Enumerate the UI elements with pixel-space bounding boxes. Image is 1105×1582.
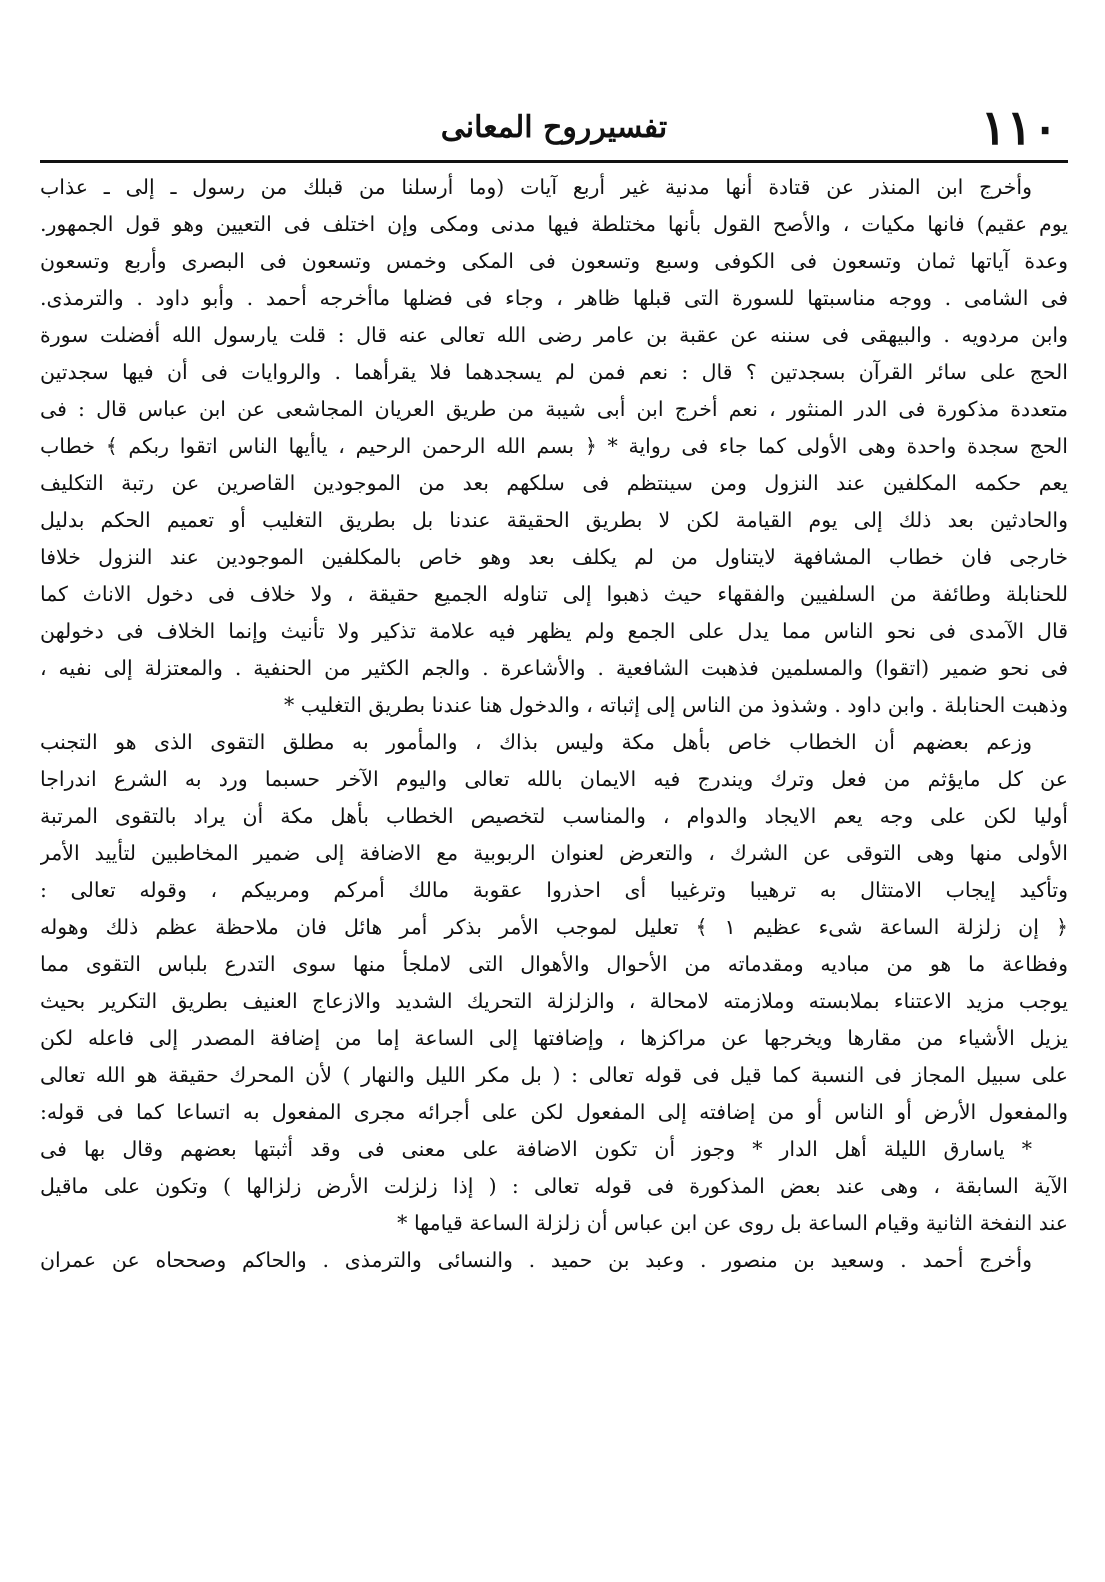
text-line: الأولى منها وهى التوقى عن الشرك ، والتعرض لعنوان الربوبية مع الاضافة إلى ضمير المخاطبين لتأييد الأمر bbox=[40, 841, 1068, 865]
text-line: فى الشامى . ووجه مناسبتها للسورة التى قبلها ظاهر ، وجاء فى فضلها ماأخرجه أحمد . وأبو داود . والترمذى. bbox=[40, 286, 1068, 310]
text-line: يوم عقيم) فانها مكيات ، والأصح القول بأنها مختلطة فيها مدنى ومكى وإن اختلف فى التعيين وهو قول الجمهور. bbox=[40, 212, 1068, 236]
text-line: الحج سجدة واحدة وهى الأولى كما جاء فى رواية * ﴿ بسم الله الرحمن الرحيم ، ياأيها الناس اتقوا ربكم ﴾ خطاب bbox=[40, 434, 1068, 458]
text-line: خارجى فان خطاب المشافهة لايتناول من لم يكلف بعد وهو خاص بالمكلفين الموجودين عند النزول خلافا bbox=[40, 545, 1068, 569]
text-line: وذهبت الحنابلة . وابن داود . وشذوذ من الناس إلى إثباته ، والدخول هنا عندنا بطريق التغليب * bbox=[284, 693, 1068, 717]
text-line: الحج على سائر القرآن بسجدتين ؟ قال : نعم فمن لم يسجدهما فلا يقرأهما . والروايات فى أن فيها سجدتين bbox=[40, 360, 1068, 384]
text-line: وزعم بعضهم أن الخطاب خاص بأهل مكة وليس بذاك ، والمأمور به مطلق التقوى الذى هو التجنب bbox=[40, 730, 1032, 754]
text-line: عند النفخة الثانية وقيام الساعة بل روى عن ابن عباس أن زلزلة الساعة قيامها * bbox=[397, 1211, 1068, 1235]
page-header bbox=[40, 100, 1068, 163]
text-line: * ياسارق الليلة أهل الدار * وجوز أن تكون الاضافة على معنى فى وقد أثبتها بعضهم وقال بها فى bbox=[40, 1137, 1032, 1161]
text-line: عن كل مايؤثم من فعل وترك ويندرج فيه الايمان بالله تعالى واليوم الآخر حسبما ورد به الشرع اندراجا bbox=[40, 767, 1068, 791]
text-line: على سبيل المجاز فى النسبة كما قيل فى قوله تعالى : ( بل مكر الليل والنهار ) لأن المحرك حقيقة هو الله تعالى bbox=[40, 1063, 1068, 1087]
text-line: والمفعول الأرض أو الناس أو من إضافته إلى المفعول لكن على أجرائه مجرى المفعول به اتساعا كما فى قوله: bbox=[40, 1100, 1068, 1124]
text-line: ﴿ إن زلزلة الساعة شىء عظيم ١ ﴾ تعليل لموجب الأمر بذكر أمر هائل فان ملاحظة عظم ذلك وهوله bbox=[40, 915, 1068, 939]
text-line: للحنابلة وطائفة من السلفيين والفقهاء حيث ذهبوا إلى تناوله الجميع حقيقة ، ولا خلاف فى دخول الاناث كما bbox=[40, 582, 1068, 606]
text-line: متعددة مذكورة فى الدر المنثور ، نعم أخرج ابن أبى شيبة من طريق العريان المجاشعى عن ابن عباس قال : فى bbox=[40, 397, 1068, 421]
text-line: وتأكيد إيجاب الامتثال به ترهيبا وترغيبا أى احذروا عقوبة مالك أمركم ومربيكم ، وقوله تعالى : bbox=[40, 878, 1068, 902]
text-line: والحادثين بعد ذلك إلى يوم القيامة لكن لا بطريق الحقيقة عندنا بل بطريق التغليب أو تعميم الحكم بدليل bbox=[40, 508, 1068, 532]
text-line: فى نحو ضمير (اتقوا) والمسلمين فذهبت الشافعية . والأشاعرة . والجم الكثير من الحنفية . والمعتزلة إلى نفيه ، bbox=[40, 656, 1068, 680]
text-line: يعم حكمه المكلفين عند النزول ومن سينتظم فى سلكهم بعد من الموجودين القاصرين عن رتبة التكليف bbox=[40, 471, 1068, 495]
text-line: وأخرج أحمد . وسعيد بن منصور . وعبد بن حميد . والنسائى والترمذى . والحاكم وصححاه عن عمران bbox=[40, 1248, 1032, 1272]
text-line: قال الآمدى فى نحو الناس مما يدل على الجمع ولم يظهر فيه علامة تذكير ولا تأنيث وإنما الخلاف فى دخولهن bbox=[40, 619, 1068, 643]
text-line: يوجب مزيد الاعتناء بملابسته وملازمته لامحالة ، والزلزلة التحريك الشديد والازعاج العنيف بطريق التكرير بحيث bbox=[40, 989, 1068, 1013]
text-line: وأخرج ابن المنذر عن قتادة أنها مدنية غير أربع آيات (وما أرسلنا من قبلك من رسول ـ إلى ـ عذاب bbox=[40, 175, 1032, 199]
body-text bbox=[40, 169, 1068, 1279]
text-line: وعدة آياتها ثمان وتسعون فى الكوفى وسبع وتسعون فى المكى وخمس وتسعون فى البصرى وأربع وتسعون bbox=[40, 249, 1068, 273]
text-line: وابن مردويه . والبيهقى فى سننه عن عقبة بن عامر رضى الله تعالى عنه قال : قلت يارسول الله أفضلت سورة bbox=[40, 323, 1068, 347]
page bbox=[40, 100, 1068, 1279]
text-line: وفظاعة ما هو من مباديه ومقدماته من الأحوال والأهوال التى لاملجأ منها سوى التدرع بلباس التقوى مما bbox=[40, 952, 1068, 976]
text-line: يزيل الأشياء من مقارها ويخرجها عن مراكزها ، وإضافتها إلى الساعة إما من إضافة المصدر إلى فاعله لكن bbox=[40, 1026, 1068, 1050]
text-line: أوليا لكن على وجه يعم الايجاد والدوام ، والمناسب لتخصيص الخطاب بأهل مكة أن يراد بالتقوى المرتبة bbox=[40, 804, 1068, 828]
page-number: ١١٠ bbox=[980, 100, 1058, 156]
running-title: تفسيرروح المعانى bbox=[440, 110, 668, 145]
text-line: الآية السابقة ، وهى عند بعض المذكورة فى قوله تعالى : ( إذا زلزلت الأرض زلزالها ) وتكون على ماقيل bbox=[40, 1174, 1068, 1198]
